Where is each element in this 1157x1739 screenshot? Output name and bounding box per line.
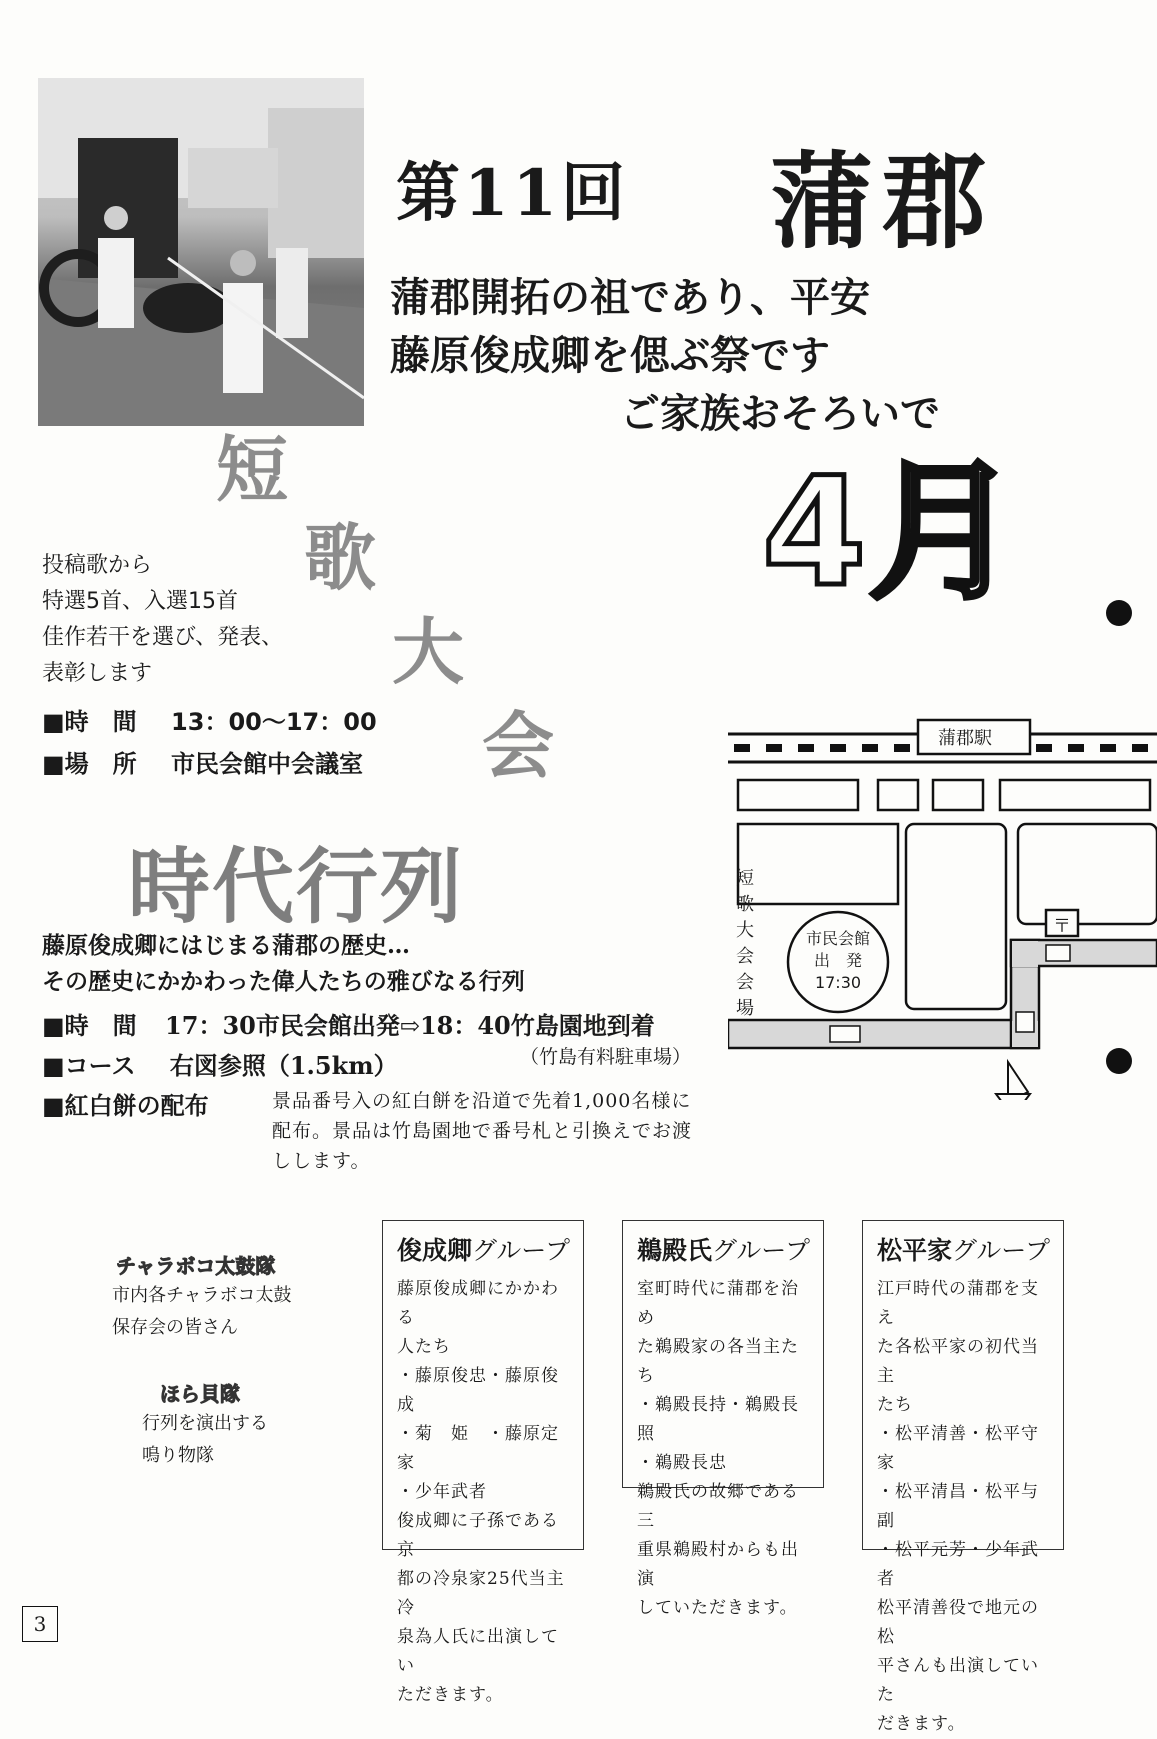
group-title-main: 鵜殿氏 <box>637 1236 713 1265</box>
tanka-place-label: ■場 所 <box>42 750 137 778</box>
jidai-time-row <box>42 1006 655 1041</box>
tanka-title-char: 歌 <box>304 516 377 600</box>
group-title-suffix: グループ <box>952 1236 1051 1265</box>
tanka-desc-line: 表彰します <box>42 661 153 686</box>
tanka-title-char: 短 <box>216 428 289 512</box>
charaboko-line: 市内各チャラボコ太鼓 <box>112 1285 292 1306</box>
tanka-place-value: 市民会館中会議室 <box>171 750 364 778</box>
group-title <box>877 1231 1051 1267</box>
horagai-desc <box>142 1408 268 1472</box>
parking-note: （竹島有料駐車場） <box>520 1046 692 1068</box>
tanka-title-char: 会 <box>482 704 555 788</box>
city-title: 蒲郡 <box>770 140 995 263</box>
venue-char: 会 <box>736 972 754 993</box>
month-title: 4月 <box>762 446 1021 620</box>
jidai-lead-line: 藤原俊成卿にはじまる蒲郡の歴史… <box>42 932 410 959</box>
venue-vertical-label <box>736 866 756 1022</box>
horagai-line: 鳴り物隊 <box>142 1445 214 1466</box>
jidai-lead <box>42 928 525 1000</box>
jidai-course-value: 右図参照（1.5km） <box>169 1051 398 1080</box>
group-title-suffix: グループ <box>472 1236 571 1265</box>
group-title-suffix: グループ <box>712 1236 811 1265</box>
procession-photo-illustration <box>38 78 364 426</box>
station-label: 蒲郡駅 <box>938 728 992 749</box>
jidai-time-label: ■時 間 <box>42 1011 137 1040</box>
mochi-text: 景品番号入の紅白餅を沿道で先着1,000名様に配布。景品は竹島園地で番号札と引換えでお渡しします。 <box>272 1090 693 1172</box>
tanka-title-char: 大 <box>392 610 465 694</box>
edition-title: 第11回 <box>396 156 630 231</box>
venue-char: 短 <box>736 868 754 889</box>
bullet-dot-upper <box>1106 600 1132 626</box>
group-text: 江戸時代の蒲郡を支え た各松平家の初代当主 たち ・松平清善・松平守家 ・松平清昌・松平与副 ・松平元芳・少年武者 松平清善役で地元の松 平さんも出演していた だきます。 <box>877 1279 1039 1734</box>
procession-photo <box>38 78 364 426</box>
start-point-time: 17:30 <box>814 973 862 992</box>
group-title-main: 俊成卿 <box>397 1236 473 1265</box>
route-map <box>728 700 1157 1100</box>
jidai-lead-line: その歴史にかかわった偉人たちの雅びなる行列 <box>42 968 525 995</box>
mochi-label: ■紅白餅の配布 <box>42 1091 209 1120</box>
jidai-course-row <box>42 1046 398 1081</box>
group-title-main: 松平家 <box>877 1236 953 1265</box>
tanka-desc-line: 投稿歌から <box>42 553 153 578</box>
horagai-line: 行列を演出する <box>142 1413 268 1434</box>
intro-line-2: 藤原俊成卿を偲ぶ祭です <box>390 332 830 379</box>
venue-char: 大 <box>736 920 754 941</box>
venue-char: 場 <box>736 998 754 1019</box>
start-point-line: 出 発 <box>813 951 862 970</box>
jidai-time-value: 17：30市民会館出発⇨18：40竹島園地到着 <box>165 1011 655 1040</box>
tanka-desc-line: 特選5首、入選15首 <box>42 589 238 614</box>
group-title <box>397 1231 571 1267</box>
group-box-matsudaira <box>862 1220 1064 1734</box>
tanka-desc-line: 佳作若干を選び、発表、 <box>42 625 284 650</box>
horagai-title: ほら貝隊 <box>160 1382 240 1406</box>
page-number: 3 <box>22 1606 58 1642</box>
charaboko-title: チャラボコ太鼓隊 <box>116 1254 276 1278</box>
jidai-course-label: ■コース <box>42 1051 136 1080</box>
start-point-line: 市民会館 <box>805 929 870 948</box>
venue-char: 歌 <box>736 894 754 915</box>
start-point-label <box>800 928 876 994</box>
group-box-udono <box>622 1220 824 1618</box>
jidai-title: 時代行列 <box>128 840 465 935</box>
tanka-time-row <box>42 702 377 737</box>
group-text: 室町時代に蒲郡を治め た鵜殿家の各当主たち ・鵜殿長持・鵜殿長照 ・鵜殿長忠 鵜殿氏の故郷である三 重県鵜殿村からも出演 していただきます。 <box>637 1279 799 1618</box>
group-box-toshinari <box>382 1220 584 1705</box>
intro-line-3: ご家族おそろいで <box>620 390 940 437</box>
group-title <box>637 1231 811 1267</box>
charaboko-desc <box>112 1280 291 1344</box>
intro-line-1: 蒲郡開拓の祖であり、平安 <box>390 274 870 321</box>
venue-char: 会 <box>736 946 754 967</box>
post-office-icon: 〒 <box>1053 916 1071 937</box>
route-map-drawing <box>728 700 1157 1100</box>
charaboko-line: 保存会の皆さん <box>112 1317 238 1338</box>
tanka-description <box>42 548 283 692</box>
tanka-time-value: 13：00〜17：00 <box>171 708 377 736</box>
tanka-time-label: ■時 間 <box>42 708 137 736</box>
tanka-place-row <box>42 744 363 779</box>
group-text: 藤原俊成卿にかかわる 人たち ・藤原俊忠・藤原俊成 ・菊 姫 ・藤原定家 ・少年武者 俊成卿に子孫である京 都の冷泉家25代当主冷 泉為人氏に出演してい ただきます。 <box>397 1279 565 1705</box>
